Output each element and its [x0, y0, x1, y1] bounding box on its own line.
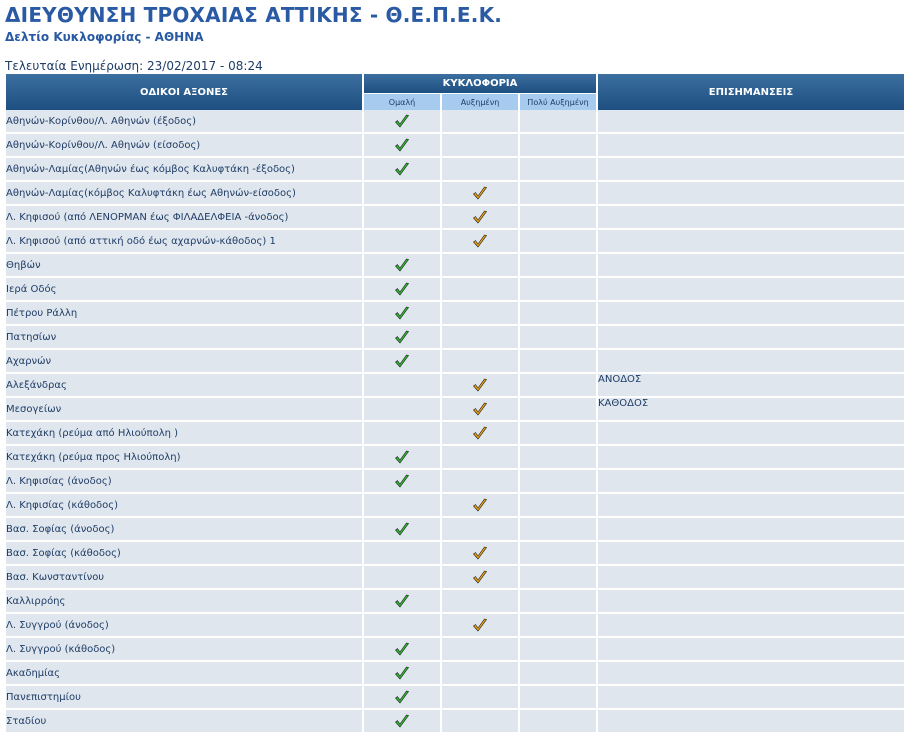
table-row [6, 158, 904, 182]
table-row [6, 590, 904, 614]
green-check-icon [394, 713, 410, 729]
traffic-level-cell [364, 134, 442, 158]
green-check-icon [394, 257, 410, 273]
road-name: Λ. Συγγρού (άνοδος) [6, 614, 364, 638]
last-update: Τελευταία Ενημέρωση: 23/02/2017 - 08:24 [5, 59, 263, 73]
road-name: Αλεξάνδρας [6, 374, 364, 398]
remark-cell [598, 638, 904, 662]
table-row [6, 686, 904, 710]
road-name: Αθηνών-Λαμίας(Αθηνών έως κόμβος Καλυφτάκη -έξοδος) [6, 158, 364, 182]
traffic-level-cell [364, 566, 442, 590]
table-row [6, 470, 904, 494]
traffic-level-cell [442, 614, 520, 638]
green-check-icon [394, 353, 410, 369]
traffic-level-cell [364, 638, 442, 662]
table-row [6, 230, 904, 254]
green-check-icon [394, 593, 410, 609]
traffic-level-cell [364, 206, 442, 230]
traffic-level-cell [364, 110, 442, 134]
traffic-level-cell [520, 542, 598, 566]
traffic-level-cell [364, 326, 442, 350]
traffic-level-cell [364, 302, 442, 326]
table-row [6, 206, 904, 230]
traffic-level-cell [520, 710, 598, 734]
road-name: Θηβών [6, 254, 364, 278]
orange-check-icon [472, 401, 488, 417]
road-name: Βασ. Σοφίας (κάθοδος) [6, 542, 364, 566]
col-header-traffic: ΚΥΚΛΟΦΟΡΙΑ [364, 74, 598, 94]
table-row [6, 542, 904, 566]
green-check-icon [394, 329, 410, 345]
remark-cell [598, 590, 904, 614]
traffic-level-cell [442, 542, 520, 566]
traffic-level-cell [520, 230, 598, 254]
road-name: Αχαρνών [6, 350, 364, 374]
remark-cell: ΑΝΟΔΟΣ [598, 374, 904, 398]
table-body [6, 110, 904, 734]
traffic-level-cell [364, 158, 442, 182]
remark-cell [598, 206, 904, 230]
traffic-level-cell [442, 566, 520, 590]
remark-cell [598, 254, 904, 278]
green-check-icon [394, 113, 410, 129]
traffic-level-cell [520, 686, 598, 710]
green-check-icon [394, 449, 410, 465]
orange-check-icon [472, 209, 488, 225]
traffic-level-cell [364, 710, 442, 734]
road-name: Κατεχάκη (ρεύμα από Ηλιούπολη ) [6, 422, 364, 446]
green-check-icon [394, 161, 410, 177]
table-row [6, 614, 904, 638]
page-title: ΔΙΕΥΘΥΝΣΗ ΤΡΟΧΑΙΑΣ ΑΤΤΙΚΗΣ - Θ.Ε.Π.Ε.Κ. [5, 3, 503, 27]
traffic-level-cell [442, 350, 520, 374]
road-name: Βασ. Κωνσταντίνου [6, 566, 364, 590]
traffic-level-cell [364, 470, 442, 494]
table-row [6, 662, 904, 686]
traffic-level-cell [442, 710, 520, 734]
traffic-level-cell [442, 422, 520, 446]
traffic-level-cell [520, 638, 598, 662]
green-check-icon [394, 665, 410, 681]
traffic-level-cell [442, 446, 520, 470]
traffic-level-cell [520, 182, 598, 206]
col-header-normal: Ομαλή [364, 94, 442, 110]
table-row [6, 134, 904, 158]
traffic-level-cell [520, 254, 598, 278]
remark-cell [598, 134, 904, 158]
traffic-level-cell [364, 494, 442, 518]
road-name: Λ. Κηφισίας (κάθοδος) [6, 494, 364, 518]
traffic-level-cell [364, 686, 442, 710]
table-row [6, 302, 904, 326]
green-check-icon [394, 305, 410, 321]
traffic-level-cell [364, 518, 442, 542]
traffic-level-cell [520, 662, 598, 686]
orange-check-icon [472, 545, 488, 561]
road-name: Πέτρου Ράλλη [6, 302, 364, 326]
traffic-level-cell [442, 518, 520, 542]
remark-cell [598, 494, 904, 518]
traffic-level-cell [442, 494, 520, 518]
traffic-level-cell [442, 230, 520, 254]
remark-cell [598, 302, 904, 326]
remark-cell [598, 422, 904, 446]
road-name: Κατεχάκη (ρεύμα προς Ηλιούπολη) [6, 446, 364, 470]
traffic-level-cell [520, 470, 598, 494]
table-row [6, 710, 904, 734]
road-name: Σταδίου [6, 710, 364, 734]
road-name: Αθηνών-Κορίνθου/Λ. Αθηνών (είσοδος) [6, 134, 364, 158]
traffic-level-cell [442, 158, 520, 182]
orange-check-icon [472, 233, 488, 249]
traffic-level-cell [520, 446, 598, 470]
remark-cell [598, 446, 904, 470]
road-name: Ακαδημίας [6, 662, 364, 686]
traffic-level-cell [520, 158, 598, 182]
traffic-level-cell [442, 278, 520, 302]
green-check-icon [394, 521, 410, 537]
traffic-level-cell [442, 182, 520, 206]
traffic-level-cell [520, 398, 598, 422]
green-check-icon [394, 473, 410, 489]
traffic-level-cell [364, 278, 442, 302]
road-name: Λ. Κηφισού (από ΛΕΝΟΡΜΑΝ έως ΦΙΛΑΔΕΛΦΕΙΑ -άνοδος) [6, 206, 364, 230]
traffic-level-cell [520, 614, 598, 638]
remark-cell [598, 278, 904, 302]
traffic-level-cell [520, 326, 598, 350]
traffic-level-cell [442, 470, 520, 494]
traffic-level-cell [364, 254, 442, 278]
road-name: Καλλιρρόης [6, 590, 364, 614]
remark-cell [598, 326, 904, 350]
col-header-roads: ΟΔΙΚΟΙ ΑΞΟΝΕΣ [6, 74, 364, 110]
traffic-level-cell [442, 638, 520, 662]
col-header-increased: Αυξημένη [442, 94, 520, 110]
traffic-level-cell [442, 374, 520, 398]
remark-cell [598, 614, 904, 638]
road-name: Λ. Κηφισού (από αττική οδό έως αχαρνών-κάθοδος) 1 [6, 230, 364, 254]
road-name: Βασ. Σοφίας (άνοδος) [6, 518, 364, 542]
remark-cell [598, 518, 904, 542]
table-row [6, 494, 904, 518]
table-row [6, 374, 904, 398]
road-name: Ιερά Οδός [6, 278, 364, 302]
traffic-level-cell [442, 134, 520, 158]
traffic-level-cell [442, 110, 520, 134]
road-name: Αθηνών-Κορίνθου/Λ. Αθηνών (έξοδος) [6, 110, 364, 134]
traffic-level-cell [364, 446, 442, 470]
traffic-level-cell [364, 422, 442, 446]
orange-check-icon [472, 497, 488, 513]
green-check-icon [394, 137, 410, 153]
traffic-level-cell [364, 542, 442, 566]
remark-cell: ΚΑΘΟΔΟΣ [598, 398, 904, 422]
orange-check-icon [472, 617, 488, 633]
traffic-level-cell [520, 302, 598, 326]
orange-check-icon [472, 377, 488, 393]
traffic-level-cell [442, 206, 520, 230]
remark-cell [598, 230, 904, 254]
traffic-level-cell [364, 230, 442, 254]
traffic-level-cell [442, 326, 520, 350]
table-row [6, 446, 904, 470]
traffic-level-cell [364, 182, 442, 206]
traffic-level-cell [520, 422, 598, 446]
traffic-level-cell [442, 398, 520, 422]
traffic-level-cell [442, 302, 520, 326]
remark-cell [598, 662, 904, 686]
traffic-level-cell [520, 566, 598, 590]
orange-check-icon [472, 425, 488, 441]
remark-cell [598, 686, 904, 710]
traffic-level-cell [364, 374, 442, 398]
page-subtitle: Δελτίο Κυκλοφορίας - ΑΘΗΝΑ [5, 30, 204, 44]
table-row [6, 422, 904, 446]
traffic-level-cell [442, 254, 520, 278]
green-check-icon [394, 281, 410, 297]
remark-cell [598, 566, 904, 590]
orange-check-icon [472, 185, 488, 201]
table-row [6, 398, 904, 422]
green-check-icon [394, 689, 410, 705]
traffic-level-cell [364, 662, 442, 686]
traffic-level-cell [520, 374, 598, 398]
table-row [6, 566, 904, 590]
traffic-level-cell [364, 614, 442, 638]
traffic-level-cell [442, 686, 520, 710]
road-name: Μεσογείων [6, 398, 364, 422]
table-row [6, 638, 904, 662]
traffic-level-cell [520, 518, 598, 542]
orange-check-icon [472, 569, 488, 585]
traffic-level-cell [364, 350, 442, 374]
traffic-level-cell [364, 398, 442, 422]
road-name: Λ. Κηφισίας (άνοδος) [6, 470, 364, 494]
remark-cell [598, 182, 904, 206]
table-row [6, 254, 904, 278]
traffic-level-cell [520, 494, 598, 518]
green-check-icon [394, 641, 410, 657]
road-name: Λ. Συγγρού (κάθοδος) [6, 638, 364, 662]
table-row [6, 350, 904, 374]
remark-cell [598, 470, 904, 494]
road-name: Αθηνών-Λαμίας(κόμβος Καλυφτάκη έως Αθηνών-είσοδος) [6, 182, 364, 206]
table-row [6, 518, 904, 542]
traffic-level-cell [520, 110, 598, 134]
traffic-level-cell [520, 278, 598, 302]
traffic-table [6, 74, 904, 734]
remark-cell [598, 542, 904, 566]
table-row [6, 278, 904, 302]
table-row [6, 182, 904, 206]
col-header-remarks: ΕΠΙΣΗΜΑΝΣΕΙΣ [598, 74, 904, 110]
remark-cell [598, 158, 904, 182]
traffic-level-cell [520, 590, 598, 614]
road-name: Πανεπιστημίου [6, 686, 364, 710]
traffic-level-cell [442, 662, 520, 686]
table-row [6, 326, 904, 350]
col-header-very-increased: Πολύ Αυξημένη [520, 94, 598, 110]
traffic-level-cell [442, 590, 520, 614]
remark-cell [598, 710, 904, 734]
traffic-level-cell [364, 590, 442, 614]
remark-cell [598, 350, 904, 374]
remark-cell [598, 110, 904, 134]
traffic-level-cell [520, 350, 598, 374]
road-name: Πατησίων [6, 326, 364, 350]
traffic-level-cell [520, 134, 598, 158]
table-row [6, 110, 904, 134]
traffic-level-cell [520, 206, 598, 230]
